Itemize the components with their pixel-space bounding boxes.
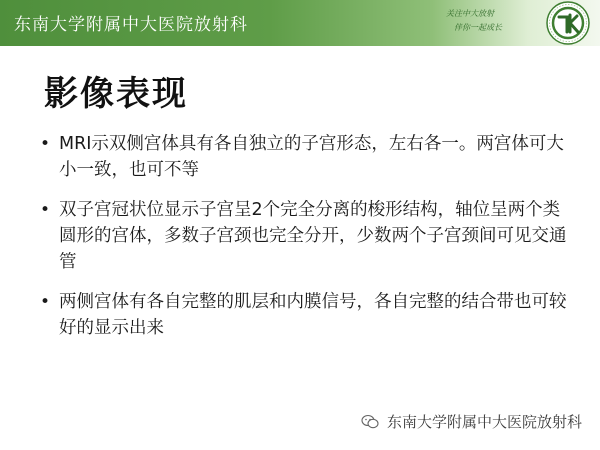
bullet-item [40, 197, 570, 275]
header-slogan [446, 7, 518, 35]
bullet-item [40, 289, 570, 341]
bullet-text: 两侧宫体有各自完整的肌层和内膜信号，各自完整的结合带也可较好的显示出来 [59, 292, 567, 338]
bullet-dot: • [40, 134, 51, 154]
bullet-text: MRI示双侧宫体具有各自独立的子宫形态，左右各一。两宫体可大小一致，也可不等 [59, 134, 564, 180]
bullet-dot: • [40, 292, 51, 312]
hospital-logo-icon [546, 1, 590, 45]
bullet-item [40, 131, 570, 183]
wechat-icon [361, 414, 379, 430]
bullet-text: 双子宫冠状位显示子宫呈2个完全分离的梭形结构，轴位呈两个类圆形的宫体，多数子宫颈也完全分开，少数两个子宫颈间可见交通管 [59, 200, 567, 272]
bullet-list [40, 131, 570, 355]
bullet-dot: • [40, 200, 51, 220]
header-title: 东南大学附属中大医院放射科 [14, 15, 248, 35]
slogan-line-2: 伴你一起成长 [454, 23, 502, 32]
slogan-line-1: 关注中大放射 [446, 9, 494, 18]
watermark-text: 东南大学附属中大医院放射科 [386, 413, 582, 431]
watermark [361, 411, 582, 432]
slide-title: 影像表现 [44, 74, 188, 114]
header-bar [0, 0, 600, 46]
